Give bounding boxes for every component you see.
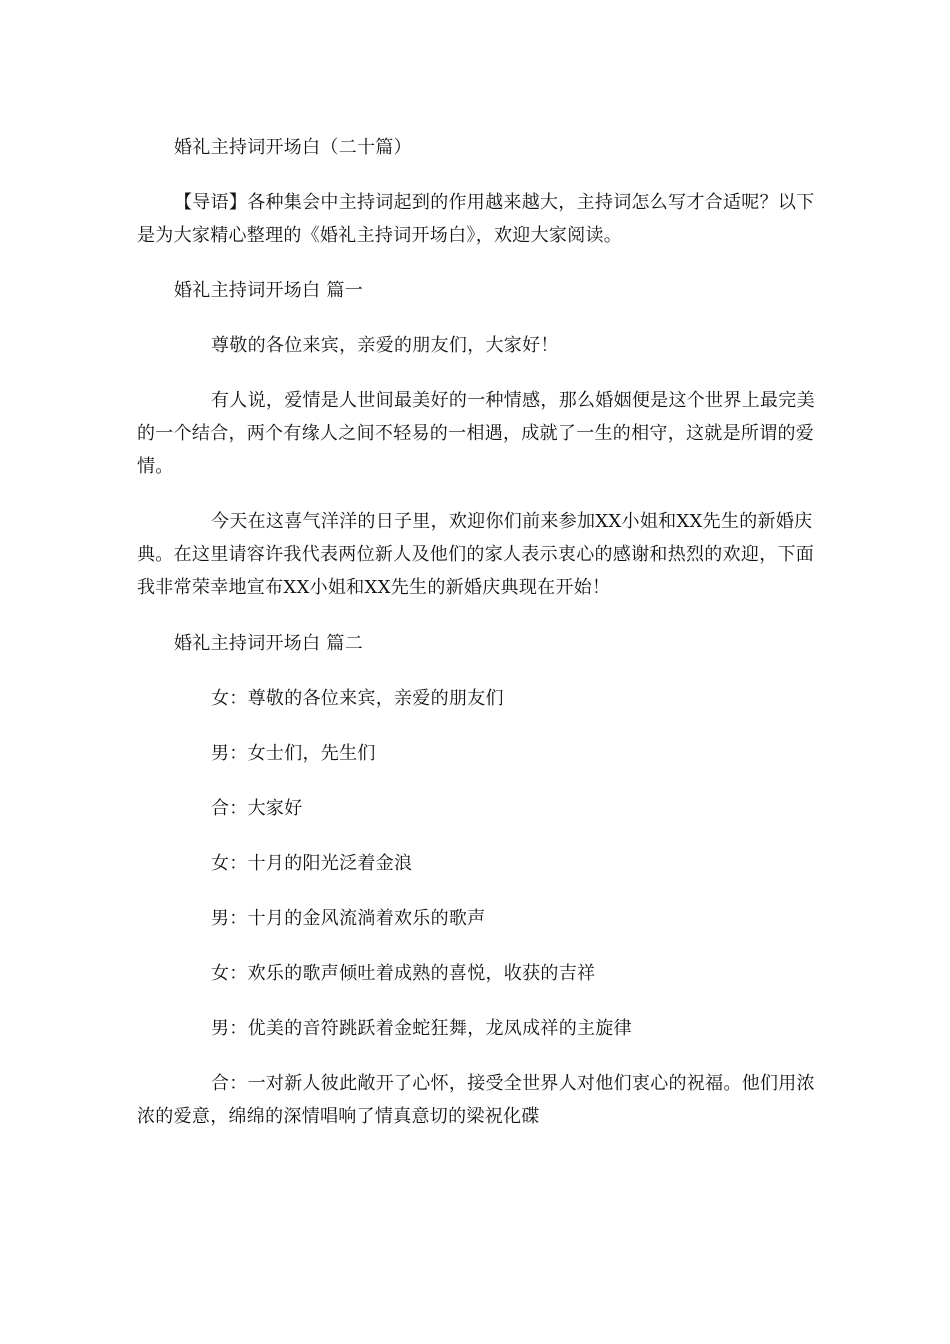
dialogue-line: 女：尊敬的各位来宾，亲爱的朋友们 (211, 688, 504, 709)
dialogue-line: 男：女士们，先生们 (211, 743, 376, 764)
paragraph-welcome: 今天在这喜气洋洋的日子里，欢迎你们前来参加XX小姐和XX先生的新婚庆典。在这里请容许我代表两位新人及他们的家人表示衷心的感谢和热烈的欢迎，下面我非常荣幸地宣布XX小姐和XX先生的新婚庆典现在开始！ (137, 511, 815, 598)
section-heading-1: 婚礼主持词开场白 篇一 (174, 280, 364, 301)
dialogue-line: 合：大家好 (211, 798, 303, 819)
paragraph-greeting: 尊敬的各位来宾，亲爱的朋友们，大家好！ (211, 335, 559, 356)
dialogue-line: 男：优美的音符跳跃着金蛇狂舞，龙凤成祥的主旋律 (211, 1018, 632, 1039)
dialogue-line: 合：一对新人彼此敞开了心怀，接受全世界人对他们衷心的祝福。他们用浓浓的爱意，绵绵的深情唱响了情真意切的梁祝化碟 (137, 1073, 815, 1127)
paragraph-love: 有人说，爱情是人世间最美好的一种情感，那么婚姻便是这个世界上最完美的一个结合，两个有缘人之间不轻易的一相遇，成就了一生的相守，这就是所谓的爱情。 (137, 390, 815, 477)
document-title: 婚礼主持词开场白（二十篇） (174, 137, 412, 158)
dialogue-line: 男：十月的金风流淌着欢乐的歌声 (211, 908, 486, 929)
dialogue-line: 女：十月的阳光泛着金浪 (211, 853, 413, 874)
section-heading-2: 婚礼主持词开场白 篇二 (174, 633, 364, 654)
intro-paragraph: 【导语】各种集会中主持词起到的作用越来越大，主持词怎么写才合适呢？以下是为大家精心整理的《婚礼主持词开场白》，欢迎大家阅读。 (137, 192, 815, 246)
dialogue-line: 女：欢乐的歌声倾吐着成熟的喜悦，收获的吉祥 (211, 963, 596, 984)
